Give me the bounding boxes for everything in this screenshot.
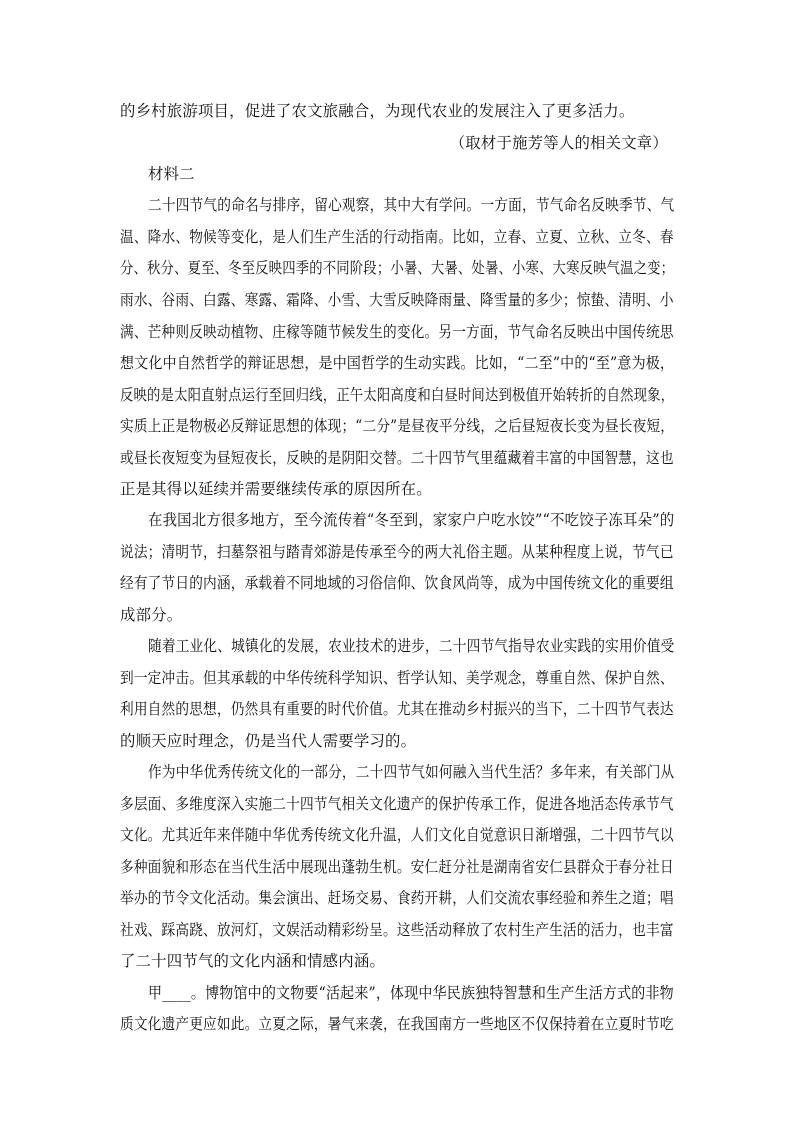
paragraph-line: 的顺天应时理念，仍是当代人需要学习的。 — [120, 732, 417, 750]
section-heading: 材料二 — [148, 165, 195, 183]
paragraph-line: 社戏、踩高跷、放河灯，文娱活动精彩纷呈。这些活动释放了农村生产生活的活力，也丰富 — [120, 921, 674, 939]
paragraph-line: 反映的是太阳直射点运行至回归线，正午太阳高度和白昼时间达到极值开始转折的自然现象， — [120, 386, 675, 404]
source-note: （取材于施芳等人的相关文章） — [449, 134, 668, 152]
paragraph-line: 了二十四节气的文化内涵和情感内涵。 — [120, 952, 386, 970]
paragraph-line: 成部分。 — [120, 606, 183, 624]
paragraph-line: 实质上正是物极必反辩证思想的体现；“二分”是昼夜平分线，之后昼短夜长变为昼长夜短， — [120, 417, 675, 435]
paragraph-line: 满、芒种则反映动植物、庄稼等随节候发生的变化。另一方面，节气命名反映出中国传统思 — [120, 323, 674, 341]
paragraph-line: 雨水、谷雨、白露、寒露、霜降、小雪、大雪反映降雨量、降雪量的多少；惊蛰、清明、小 — [120, 291, 674, 309]
paragraph-line: 经有了节日的内涵，承载着不同地域的习俗信仰、饮食风尚等，成为中国传统文化的重要组 — [120, 574, 674, 592]
paragraph-line: 说法；清明节，扫墓祭祖与踏青郊游是传承至今的两大礼俗主题。从某种程度上说，节气已 — [120, 543, 674, 561]
paragraph-line: 作为中华优秀传统文化的一部分，二十四节气如何融入当代生活？多年来，有关部门从 — [148, 763, 675, 781]
paragraph-line: 或昼长夜短变为昼短夜长，反映的是阴阳交替。二十四节气里蕴藏着丰富的中国智慧，这也 — [120, 449, 674, 467]
paragraph-line: 举办的节令文化活动。集会演出、赶场交易、食药开耕，人们交流农事经验和养生之道；唱 — [120, 889, 674, 907]
paragraph-line: 文化。尤其近年来伴随中华优秀传统文化升温，人们文化自觉意识日渐增强，二十四节气以 — [120, 826, 674, 844]
continuation-line: 的乡村旅游项目，促进了农文旅融合，为现代农业的发展注入了更多活力。 — [120, 102, 635, 120]
paragraph-line: 二十四节气的命名与排序，留心观察，其中大有学问。一方面，节气命名反映季节、气 — [148, 196, 675, 214]
paragraph-line: 温、降水、物候等变化，是人们生产生活的行动指南。比如，立春、立夏、立秋、立冬、春 — [120, 228, 674, 246]
paragraph-line: 甲____。博物馆中的文物要“活起来”，体现中华民族独特智慧和生产生活方式的非物 — [148, 984, 674, 1002]
paragraph-line: 在我国北方很多地方，至今流传着“冬至到，家家户户吃水饺”“不吃饺子冻耳朵”的 — [148, 511, 675, 529]
paragraph-line: 正是其得以延续并需要继续传承的原因所在。 — [120, 480, 432, 498]
paragraph-line: 到一定冲击。但其承载的中华传统科学知识、哲学认知、美学观念，尊重自然、保护自然、 — [120, 669, 674, 687]
paragraph-line: 多层面、多维度深入实施二十四节气相关文化遗产的保护传承工作，促进各地活态传承节气 — [120, 795, 674, 813]
paragraph-line: 分、秋分、夏至、冬至反映四季的不同阶段；小暑、大暑、处暑、小寒、大寒反映气温之变； — [120, 259, 675, 277]
paragraph-line: 利用自然的思想，仍然具有重要的时代价值。尤其在推动乡村振兴的当下，二十四节气表达 — [120, 700, 674, 718]
paragraph-line: 质文化遗产更应如此。立夏之际，暑气来袭，在我国南方一些地区不仅保持着在立夏时节吃 — [120, 1015, 674, 1033]
paragraph-line: 随着工业化、城镇化的发展，农业技术的进步，二十四节气指导农业实践的实用价值受 — [148, 637, 675, 655]
paragraph-line: 多种面貌和形态在当代生活中展现出蓬勃生机。安仁赶分社是湖南省安仁县群众于春分社日 — [120, 858, 674, 876]
paragraph-line: 想文化中自然哲学的辩证思想，是中国哲学的生动实践。比如，“二至”中的“至”意为极， — [120, 354, 675, 372]
